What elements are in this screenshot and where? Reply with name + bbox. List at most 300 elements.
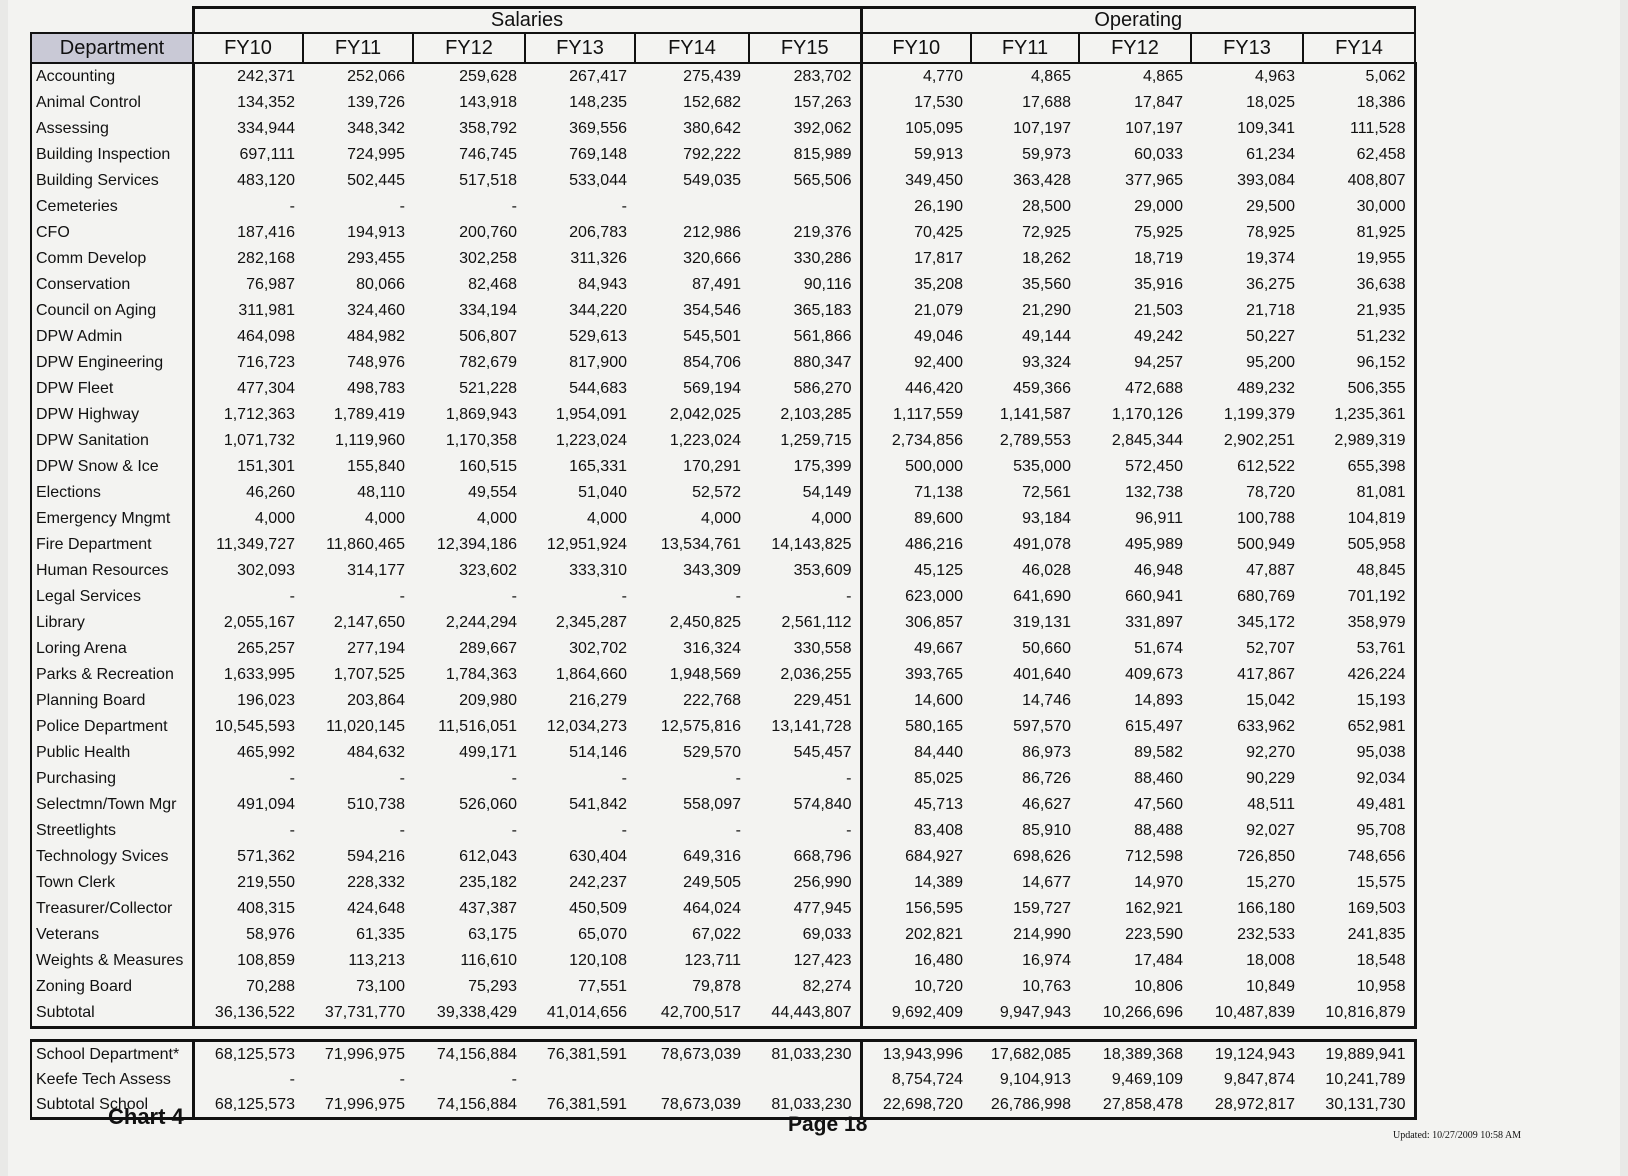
salary-cell: - [399,198,405,215]
table-row [31,948,1415,974]
salary-cell: 74,156,884 [413,1092,525,1119]
salary-cell: 259,628 [459,68,517,85]
salary-cell: 549,035 [683,172,741,189]
operating-cell: 18,719 [1134,250,1183,267]
department-name: Council on Aging [31,298,193,324]
operating-cell: 748,656 [1303,844,1415,870]
operating-cell: 85,025 [914,770,963,787]
salary-cell: 369,556 [569,120,627,137]
operating-cell: 18,262 [1022,250,1071,267]
salary-cell: 76,381,591 [525,1092,635,1119]
salary-cell: 206,783 [569,224,627,241]
operating-header-fy13: FY13 [1191,33,1303,63]
salary-cell: - [511,198,517,215]
salary-cell: 12,951,924 [546,536,627,553]
operating-cell: 22,698,720 [861,1092,971,1119]
operating-cell: 377,965 [1125,172,1183,189]
table-row [31,272,1415,298]
operating-cell: 459,366 [1013,380,1071,397]
operating-cell: 28,500 [1022,198,1071,215]
department-name: CFO [31,220,193,246]
salary-cell: 323,602 [459,562,517,579]
salary-cell: 11,020,145 [326,718,405,735]
salary-cell: 499,171 [459,744,517,761]
salary-cell: 127,423 [749,948,861,974]
operating-cell: 426,224 [1303,662,1415,688]
salary-cell: 716,723 [237,354,295,371]
operating-cell: 60,033 [1134,146,1183,163]
salary-cell: - [749,818,861,844]
operating-cell: 53,761 [1303,636,1415,662]
operating-cell: 232,533 [1237,926,1295,943]
operating-cell: 50,660 [1022,640,1071,657]
table-row [31,402,1415,428]
department-name: School Department* [31,1041,193,1068]
department-name: Weights & Measures [31,948,193,974]
salary-cell: 498,783 [347,380,405,397]
salary-cell: 2,561,112 [749,610,861,636]
salary-cell: 37,731,770 [303,1000,413,1028]
operating-cell: 49,144 [1022,328,1071,345]
table-row [31,220,1415,246]
table-row [31,766,1415,792]
salary-cell: 1,948,569 [669,666,741,683]
salary-cell: 565,506 [749,168,861,194]
table-row [31,90,1415,116]
salary-cell: 44,443,807 [749,1000,861,1028]
salary-cell: - [749,766,861,792]
operating-cell: 169,503 [1303,896,1415,922]
operating-cell: 680,769 [1237,588,1295,605]
salary-cell: 1,864,660 [555,666,627,683]
operating-cell: 2,734,856 [891,432,963,449]
department-name: Elections [31,480,193,506]
salary-cell: 1,223,024 [555,432,627,449]
operating-cell: 166,180 [1237,900,1295,917]
salary-cell: 71,996,975 [303,1041,413,1068]
salary-cell: - [735,770,741,787]
operating-cell: 81,081 [1303,480,1415,506]
salary-cell: 586,270 [749,376,861,402]
salary-cell: - [621,198,627,215]
operating-cell: 48,845 [1303,558,1415,584]
salary-cell: 630,404 [569,848,627,865]
salary-cell [635,1067,749,1092]
salary-cell: 11,349,727 [216,536,295,553]
operating-cell: 104,819 [1303,506,1415,532]
salary-cell: 65,070 [578,926,627,943]
salary-cell: 63,175 [468,926,517,943]
salary-cell: 450,509 [569,900,627,917]
salary-cell: 354,546 [683,302,741,319]
salary-cell: 79,878 [692,978,741,995]
operating-cell: 17,682,085 [971,1041,1079,1068]
operating-cell: 88,460 [1134,770,1183,787]
operating-cell: 409,673 [1125,666,1183,683]
department-name: Animal Control [31,90,193,116]
table-row [31,974,1415,1000]
salary-cell: - [399,1070,405,1088]
salary-cell: 697,111 [239,146,295,163]
salary-cell: 293,455 [347,250,405,267]
operating-cell: 21,718 [1246,302,1295,319]
operating-cell: 1,170,126 [1111,406,1183,423]
salary-cell: 78,673,039 [635,1041,749,1068]
salary-cell: 302,258 [459,250,517,267]
budget-table [30,6,1417,1120]
operating-cell: 52,707 [1246,640,1295,657]
salary-cell: 1,259,715 [749,428,861,454]
salary-cell: 541,842 [569,796,627,813]
salary-cell: 196,023 [237,692,295,709]
salary-cell: 61,335 [356,926,405,943]
department-name: Fire Department [31,532,193,558]
operating-cell: 162,921 [1125,900,1183,917]
salary-cell: 283,702 [749,63,861,90]
department-name: Keefe Tech Assess [31,1067,193,1092]
operating-cell: 49,046 [914,328,963,345]
salary-cell: 76,987 [246,276,295,293]
salary-cell: 275,439 [683,68,741,85]
operating-cell: 10,806 [1134,978,1183,995]
salary-cell: 380,642 [683,120,741,137]
operating-cell: 612,522 [1237,458,1295,475]
operating-cell: 500,000 [905,458,963,475]
department-name: Treasurer/Collector [31,896,193,922]
salary-cell: 68,125,573 [193,1092,303,1119]
operating-cell: 70,425 [914,224,963,241]
operating-cell: 5,062 [1303,63,1415,90]
operating-cell: 78,925 [1246,224,1295,241]
department-name: Technology Svices [31,844,193,870]
salary-cell: 77,551 [578,978,627,995]
operating-cell: 349,450 [905,172,963,189]
operating-cell: 9,847,874 [1223,1070,1295,1088]
operating-cell: 28,972,817 [1191,1092,1303,1119]
department-name: Conservation [31,272,193,298]
operating-cell: 18,008 [1246,952,1295,969]
operating-cell: 13,943,996 [861,1041,971,1068]
operating-cell: 615,497 [1125,718,1183,735]
operating-cell: 61,234 [1246,146,1295,163]
salary-cell: 80,066 [356,276,405,293]
salaries-header-fy11: FY11 [303,33,413,63]
salary-cell: 545,457 [749,740,861,766]
operating-cell: 30,000 [1303,194,1415,220]
salary-cell: 165,331 [569,458,627,475]
department-name: Zoning Board [31,974,193,1000]
operating-cell: 93,324 [1022,354,1071,371]
operating-cell: 132,738 [1125,484,1183,501]
table-row [31,740,1415,766]
operating-cell: 105,095 [905,120,963,137]
operating-cell: 393,084 [1237,172,1295,189]
operating-cell: 214,990 [1013,926,1071,943]
operating-cell: 93,184 [1022,510,1071,527]
salary-cell: 70,288 [246,978,295,995]
operating-cell: 2,902,251 [1223,432,1295,449]
salary-cell: 344,220 [569,302,627,319]
chart-label: Chart 4 [108,1104,184,1129]
operating-cell: 21,079 [914,302,963,319]
salary-cell: 2,244,294 [445,614,517,631]
salary-cell: 4,000 [254,510,295,527]
salary-cell: 2,345,287 [555,614,627,631]
table-row [31,506,1415,532]
salary-cell: 1,784,363 [445,666,517,683]
operating-cell: 17,688 [1022,94,1071,111]
operating-cell: 95,038 [1303,740,1415,766]
salary-cell: 2,103,285 [749,402,861,428]
salary-cell: 75,293 [468,978,517,995]
department-name: Selectmn/Town Mgr [31,792,193,818]
salary-cell: 311,326 [570,250,627,267]
table-row [31,324,1415,350]
operating-cell: 15,575 [1303,870,1415,896]
salary-cell: 484,982 [347,328,405,345]
salary-cell: 4,000 [364,510,405,527]
salary-cell: 1,071,732 [223,432,295,449]
operating-header-fy14: FY14 [1303,33,1415,63]
salary-cell: 216,279 [569,692,627,709]
updated-timestamp: Updated: 10/27/2009 10:58 AM [1393,1130,1522,1141]
salary-cell: 87,491 [692,276,741,293]
salary-cell: 544,683 [569,380,627,397]
operating-cell: 345,172 [1237,614,1295,631]
operating-cell: 489,232 [1237,380,1295,397]
salary-cell: 1,707,525 [333,666,405,683]
operating-cell: 47,560 [1134,796,1183,813]
salary-cell: - [289,588,295,605]
operating-cell: 393,765 [905,666,963,683]
salary-cell: 746,745 [459,146,517,163]
salary-cell: 203,864 [347,692,405,709]
salary-cell: 242,371 [237,68,295,85]
salary-cell: 880,347 [749,350,861,376]
table-row [31,350,1415,376]
department-name: Emergency Mngmt [31,506,193,532]
salary-cell: 792,222 [683,146,741,163]
salary-cell: 51,040 [578,484,627,501]
operating-cell: 9,469,109 [1111,1070,1183,1088]
salary-cell: 2,147,650 [333,614,405,631]
salary-cell: 235,182 [459,874,517,891]
salary-cell: 358,792 [459,120,517,137]
operating-cell: 159,727 [1013,900,1071,917]
salary-cell: 2,036,255 [749,662,861,688]
salary-cell: 11,516,051 [438,718,517,735]
operating-cell: 85,910 [1022,822,1071,839]
table-row [31,610,1415,636]
salary-cell: 1,789,419 [333,406,405,423]
operating-cell: 15,193 [1303,688,1415,714]
salary-cell: 157,263 [749,90,861,116]
salary-cell: 84,943 [578,276,627,293]
salary-cell: 277,194 [347,640,405,657]
salary-cell: 4,000 [749,506,861,532]
operating-cell: 701,192 [1303,584,1415,610]
operating-cell: 446,420 [905,380,963,397]
salary-cell: 13,534,761 [660,536,741,553]
table-row [31,63,1415,90]
salary-cell [749,1067,861,1092]
operating-cell: 726,850 [1237,848,1295,865]
operating-cell: 21,503 [1134,302,1183,319]
operating-cell: 712,598 [1125,848,1183,865]
salary-cell: 1,869,943 [445,406,517,423]
salary-cell: 510,738 [347,796,405,813]
table-row [31,922,1415,948]
operating-cell: 45,125 [914,562,963,579]
salary-cell: 343,309 [683,562,741,579]
salary-cell: - [511,770,517,787]
operating-cell: 1,117,559 [893,406,963,423]
operating-cell: 8,754,724 [891,1070,963,1088]
salary-cell: 175,399 [749,454,861,480]
operating-cell: 10,487,839 [1191,1000,1303,1028]
salary-cell: 320,666 [683,250,741,267]
salary-cell: 139,726 [347,94,405,111]
operating-cell: 4,963 [1254,68,1295,85]
operating-cell: 51,232 [1303,324,1415,350]
salary-cell: 392,062 [749,116,861,142]
salary-cell: 78,673,039 [635,1092,749,1119]
operating-cell: 9,104,913 [999,1070,1071,1088]
salary-cell: 69,033 [749,922,861,948]
operating-cell: 633,962 [1237,718,1295,735]
operating-cell: 14,893 [1134,692,1183,709]
salary-cell: 574,840 [749,792,861,818]
operating-cell: 35,916 [1134,276,1183,293]
salary-cell: 1,633,995 [223,666,295,683]
table-row [31,818,1415,844]
table-row [31,454,1415,480]
table-row [31,896,1415,922]
operating-cell: 417,867 [1237,666,1295,683]
salary-cell: 219,550 [237,874,295,891]
table-row [31,688,1415,714]
operating-cell: 50,227 [1246,328,1295,345]
salary-cell: 514,146 [569,744,627,761]
operating-cell: 49,667 [914,640,963,657]
salary-cell: 529,570 [683,744,741,761]
salary-cell: 302,093 [237,562,295,579]
salary-cell: - [289,770,295,787]
salary-cell: 11,860,465 [326,536,405,553]
salary-cell: - [511,822,517,839]
operating-cell: 408,807 [1303,168,1415,194]
salary-cell: 49,554 [468,484,517,501]
salary-cell: 12,034,273 [546,718,627,735]
operating-cell: 35,560 [1022,276,1071,293]
salary-cell: 571,362 [237,848,295,865]
salary-cell: 71,996,975 [303,1092,413,1119]
department-name: Subtotal School [31,1092,193,1119]
salary-cell: 13,141,728 [749,714,861,740]
operating-cell: 92,034 [1303,766,1415,792]
department-name: Legal Services [31,584,193,610]
operating-cell: 109,341 [1237,120,1295,137]
operating-cell: 10,816,879 [1303,1000,1415,1028]
table-row [31,298,1415,324]
salary-cell: 464,098 [237,328,295,345]
salary-cell: 334,944 [237,120,295,137]
salary-cell: 649,316 [683,848,741,865]
operating-cell: 72,561 [1022,484,1071,501]
operating-cell: 358,979 [1303,610,1415,636]
operating-cell: 18,386 [1303,90,1415,116]
salary-cell: - [511,588,517,605]
salary-cell: 68,125,573 [193,1041,303,1068]
department-name: Assessing [31,116,193,142]
salary-cell: 561,866 [749,324,861,350]
salary-cell: 73,100 [356,978,405,995]
salary-cell: 612,043 [459,848,517,865]
operating-cell: 495,989 [1125,536,1183,553]
operating-cell: 19,374 [1246,250,1295,267]
department-name: Planning Board [31,688,193,714]
operating-cell: 623,000 [905,588,963,605]
salary-cell: 222,768 [683,692,741,709]
operating-cell: 319,131 [1013,614,1071,631]
department-name: Building Inspection [31,142,193,168]
operating-cell: 505,958 [1303,532,1415,558]
group-header-row [31,8,1415,34]
operating-cell: 331,897 [1125,614,1183,631]
operating-cell: 491,078 [1013,536,1071,553]
operating-cell: 16,974 [1022,952,1071,969]
table-row [31,428,1415,454]
operating-cell: 1,199,379 [1223,406,1295,423]
salary-cell: 256,990 [749,870,861,896]
operating-cell: 10,241,789 [1303,1067,1415,1092]
salary-cell: 143,918 [459,94,517,111]
operating-cell: 26,190 [914,198,963,215]
salary-cell: 187,416 [237,224,295,241]
department-name: Public Health [31,740,193,766]
operating-group-label: Operating [861,8,1415,34]
salary-cell: 815,989 [749,142,861,168]
operating-cell: 90,229 [1246,770,1295,787]
table-row [31,662,1415,688]
salary-cell: - [399,588,405,605]
operating-cell: 17,530 [914,94,963,111]
salaries-header-fy10: FY10 [193,33,303,63]
salary-cell: 1,954,091 [555,406,627,423]
department-column-header: Department [31,33,193,63]
salary-cell: - [621,588,627,605]
operating-cell: 27,858,478 [1079,1092,1191,1119]
operating-cell: 18,389,368 [1079,1041,1191,1068]
operating-cell: 95,708 [1303,818,1415,844]
page-number: Page 18 [788,1113,868,1136]
operating-cell: 21,290 [1022,302,1071,319]
salary-cell: 108,859 [237,952,295,969]
operating-cell: 49,481 [1303,792,1415,818]
salary-cell: 2,450,825 [669,614,741,631]
department-name: DPW Sanitation [31,428,193,454]
operating-cell: 29,000 [1134,198,1183,215]
salary-cell: 324,460 [347,302,405,319]
salary-cell: 854,706 [683,354,741,371]
operating-cell: 9,692,409 [861,1000,971,1028]
salary-cell: 4,000 [586,510,627,527]
salary-cell: 46,260 [246,484,295,501]
salary-cell: 521,228 [459,380,517,397]
operating-cell: 4,770 [922,68,963,85]
salary-cell: 348,342 [347,120,405,137]
operating-cell: 29,500 [1246,198,1295,215]
